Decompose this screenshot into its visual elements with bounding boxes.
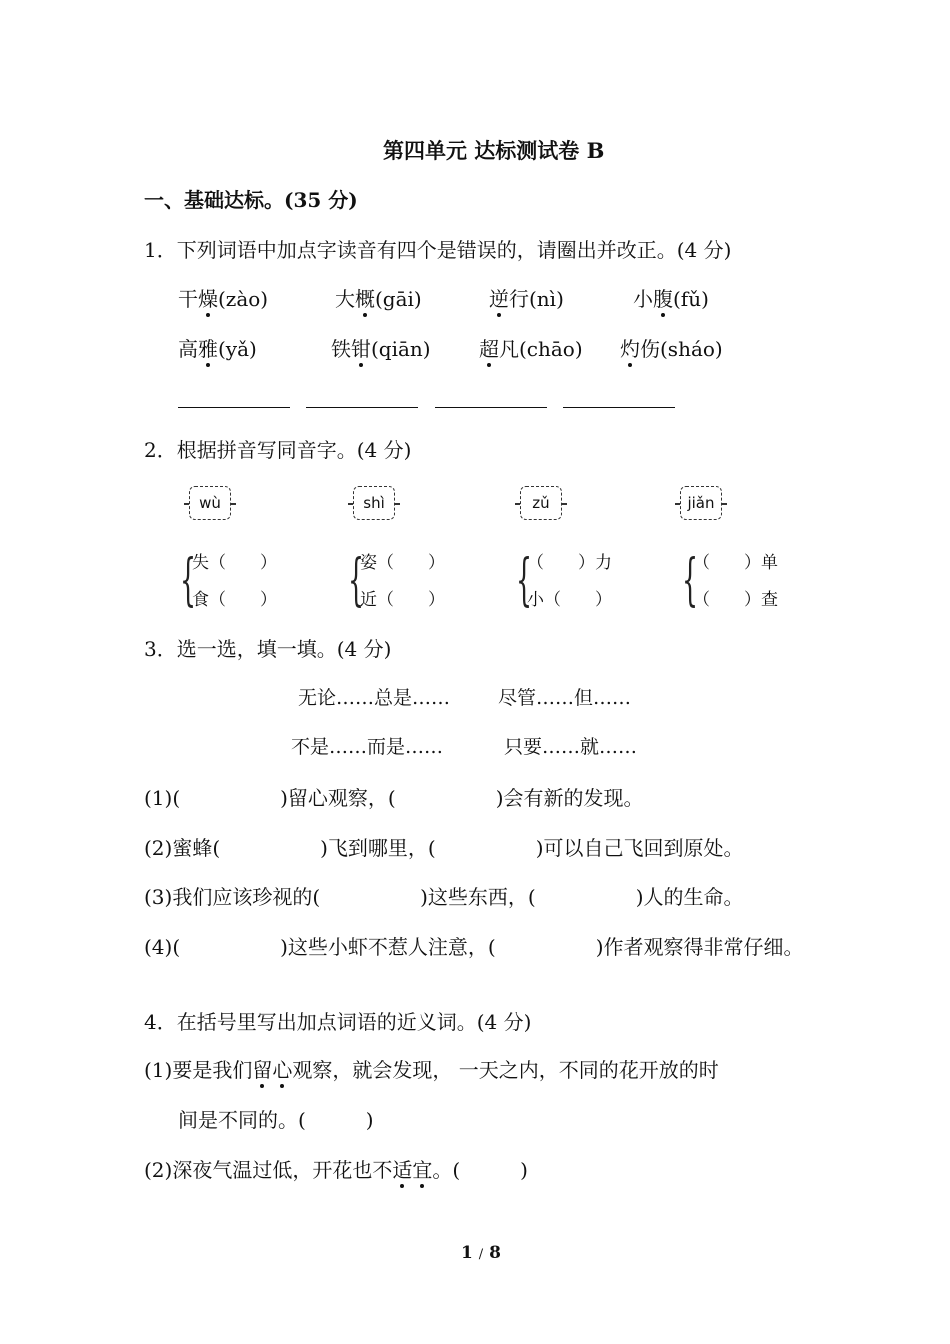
- question-1-stem: 1．下列词语中加点字读音有四个是错误的，请圈出并改正。(4 分): [144, 238, 732, 262]
- question-2-stem: 2．根据拼音写同音字。(4 分): [144, 438, 412, 462]
- group-1-line-2: 食（ ）: [192, 590, 277, 610]
- question-3-stem: 3．选一选，填一填。(4 分): [144, 637, 392, 661]
- option-2: 尽管……但……: [498, 687, 632, 709]
- q1-word-5: 高雅(yǎ): [178, 337, 257, 361]
- q1-word-8: 灼伤(sháo): [620, 337, 723, 361]
- answer-blank-3[interactable]: [435, 407, 547, 408]
- page-title: 第四单元 达标测试卷 B: [383, 138, 605, 163]
- q4-item-1-cont: 间是不同的。( ): [178, 1108, 374, 1132]
- q1-word-7: 超凡(chāo): [479, 337, 583, 361]
- answer-blank-4[interactable]: [563, 407, 675, 408]
- answer-blank-2[interactable]: [306, 407, 418, 408]
- group-brace-4: {: [682, 548, 699, 613]
- q1-word-1: 干燥(zào): [178, 287, 269, 311]
- group-2-line-2: 近（ ）: [360, 590, 445, 610]
- group-brace-1: {: [180, 548, 197, 613]
- q4-item-2: (2)深夜气温过低，开花也不适宜。( ): [144, 1158, 528, 1182]
- q3-item-4: (4)( )这些小虾不惹人注意，( )作者观察得非常仔细。: [144, 935, 804, 959]
- group-2-line-1: 姿（ ）: [360, 553, 445, 573]
- page-number: 1 / 8: [461, 1243, 501, 1263]
- question-4-stem: 4．在括号里写出加点词语的近义词。(4 分): [144, 1010, 532, 1034]
- pinyin-box-1: wù: [189, 486, 231, 520]
- answer-blank-1[interactable]: [178, 407, 290, 408]
- group-brace-2: {: [348, 548, 365, 613]
- q1-word-6: 铁钳(qiān): [331, 337, 431, 361]
- q3-item-2: (2)蜜蜂( )飞到哪里，( )可以自己飞回到原处。: [144, 836, 744, 860]
- q1-word-2: 大概(gāi): [335, 287, 422, 311]
- section-heading: 一、基础达标。(35 分): [144, 188, 358, 212]
- group-1-line-1: 失（ ）: [192, 553, 277, 573]
- group-4-line-2: （ ）查: [693, 590, 778, 610]
- q3-item-3: (3)我们应该珍视的( )这些东西，( )人的生命。: [144, 885, 744, 909]
- pinyin-box-3: zǔ: [520, 486, 562, 520]
- group-brace-3: {: [516, 548, 533, 613]
- option-1: 无论……总是……: [298, 687, 451, 709]
- option-4: 只要……就……: [504, 736, 638, 758]
- pinyin-box-2: shì: [353, 486, 395, 520]
- group-3-line-1: （ ）力: [527, 553, 612, 573]
- q1-word-3: 逆行(nì): [489, 287, 564, 311]
- q3-item-1: (1)( )留心观察，( )会有新的发现。: [144, 786, 644, 810]
- group-4-line-1: （ ）单: [693, 553, 778, 573]
- pinyin-box-4: jiǎn: [680, 486, 722, 520]
- option-3: 不是……而是……: [291, 736, 444, 758]
- q1-word-4: 小腹(fǔ): [633, 287, 709, 311]
- q4-item-1: (1)要是我们留心观察，就会发现， 一天之内，不同的花开放的时: [144, 1058, 719, 1082]
- group-3-line-2: 小（ ）: [527, 590, 612, 610]
